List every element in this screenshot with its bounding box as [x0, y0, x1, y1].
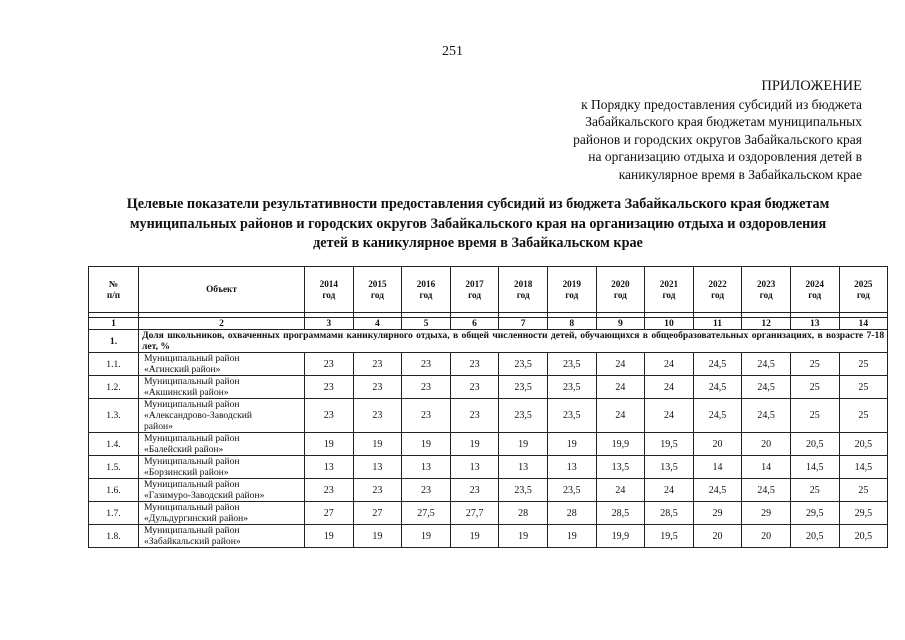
row-value: 24,5: [693, 353, 742, 376]
index-cell: 4: [353, 318, 402, 330]
row-value: 14,5: [839, 456, 888, 479]
index-cell: 11: [693, 318, 742, 330]
row-value: 23: [353, 353, 402, 376]
table-index-row: [89, 318, 888, 330]
index-cell: 3: [305, 318, 354, 330]
row-value: 25: [790, 479, 839, 502]
row-object: Муниципальный район «Дульдургинский район»: [139, 502, 305, 525]
appendix-line: Забайкальского края бюджетам муниципальных: [585, 114, 862, 129]
row-value: 24,5: [693, 376, 742, 399]
row-value: 13,5: [596, 456, 645, 479]
row-value: 23: [402, 376, 451, 399]
index-cell: 1: [89, 318, 139, 330]
row-value: 19,9: [596, 525, 645, 548]
header-year: 2017 год: [450, 267, 499, 313]
row-object: Муниципальный район «Акшинский район»: [139, 376, 305, 399]
row-value: 13: [547, 456, 596, 479]
header-year: 2016 год: [402, 267, 451, 313]
appendix-block: [502, 78, 862, 183]
row-object: Муниципальный район «Александрово-Заводский район»: [139, 399, 305, 433]
page-number: 251: [442, 44, 463, 59]
table-row: [89, 479, 888, 502]
row-object: Муниципальный район «Балейский район»: [139, 433, 305, 456]
row-number: 1.3.: [89, 399, 139, 433]
row-value: 20,5: [790, 433, 839, 456]
row-value: 24: [596, 479, 645, 502]
row-value: 23,5: [547, 376, 596, 399]
appendix-line: районов и городских округов Забайкальского края: [573, 131, 862, 147]
row-value: 25: [790, 353, 839, 376]
header-year: 2014 год: [305, 267, 354, 313]
row-value: 27,7: [450, 502, 499, 525]
row-value: 13,5: [645, 456, 694, 479]
row-value: 19,5: [645, 525, 694, 548]
index-cell: 2: [139, 318, 305, 330]
table-section-row: [89, 330, 888, 353]
row-value: 24: [645, 353, 694, 376]
row-value: 23: [450, 399, 499, 433]
row-value: 13: [499, 456, 548, 479]
title-line: детей в каникулярное время в Забайкальском крае: [313, 235, 643, 251]
row-value: 23: [305, 479, 354, 502]
row-object: Муниципальный район «Газимуро-Заводский район»: [139, 479, 305, 502]
row-object: Муниципальный район «Забайкальский район»: [139, 525, 305, 548]
row-value: 23,5: [547, 353, 596, 376]
row-value: 20,5: [839, 433, 888, 456]
row-number: 1.8.: [89, 525, 139, 548]
row-value: 25: [790, 399, 839, 433]
row-value: 19: [547, 433, 596, 456]
row-value: 23: [305, 376, 354, 399]
header-year: 2018 год: [499, 267, 548, 313]
row-value: 23: [402, 399, 451, 433]
table-row: [89, 456, 888, 479]
row-value: 23,5: [499, 479, 548, 502]
row-value: 29,5: [790, 502, 839, 525]
row-value: 19: [499, 525, 548, 548]
row-value: 27: [353, 502, 402, 525]
row-number: 1.2.: [89, 376, 139, 399]
row-value: 25: [839, 479, 888, 502]
appendix-line: каникулярное время в Забайкальском крае: [618, 166, 862, 182]
row-value: 23: [450, 353, 499, 376]
row-value: 25: [839, 399, 888, 433]
row-value: 28,5: [645, 502, 694, 525]
row-number: 1.5.: [89, 456, 139, 479]
row-value: 29: [693, 502, 742, 525]
row-value: 29,5: [839, 502, 888, 525]
row-value: 20: [742, 433, 791, 456]
row-value: 20: [693, 433, 742, 456]
index-cell: 13: [790, 318, 839, 330]
row-value: 13: [450, 456, 499, 479]
document-title: [88, 195, 868, 254]
row-value: 24: [645, 376, 694, 399]
row-value: 24,5: [742, 353, 791, 376]
row-value: 19,9: [596, 433, 645, 456]
row-value: 25: [839, 353, 888, 376]
row-value: 20: [742, 525, 791, 548]
row-value: 28,5: [596, 502, 645, 525]
row-value: 23: [305, 399, 354, 433]
section-title: Доля школьников, охваченных программами каникулярного отдыха, в общей численности детей, обучающихся в общеобразовательных организациях, в возрасте 7-18 лет, %: [139, 330, 888, 353]
row-value: 23,5: [499, 399, 548, 433]
row-value: 24: [596, 399, 645, 433]
row-number: 1.6.: [89, 479, 139, 502]
row-value: 24,5: [742, 376, 791, 399]
row-value: 23,5: [499, 376, 548, 399]
index-cell: 7: [499, 318, 548, 330]
indicators-table: [88, 266, 888, 548]
index-cell: 12: [742, 318, 791, 330]
row-value: 20,5: [839, 525, 888, 548]
table-row: [89, 502, 888, 525]
row-value: 28: [547, 502, 596, 525]
row-value: 14,5: [790, 456, 839, 479]
row-value: 23: [402, 353, 451, 376]
row-value: 27,5: [402, 502, 451, 525]
header-year: 2025 год: [839, 267, 888, 313]
appendix-heading: ПРИЛОЖЕНИЕ: [761, 78, 862, 94]
table-row: [89, 433, 888, 456]
index-cell: 6: [450, 318, 499, 330]
row-value: 13: [402, 456, 451, 479]
row-object: Муниципальный район «Борзинский район»: [139, 456, 305, 479]
index-cell: 8: [547, 318, 596, 330]
title-line: Целевые показатели результативности предоставления субсидий из бюджета Забайкальского края бюджетам: [126, 196, 830, 212]
row-value: 23: [353, 479, 402, 502]
row-value: 25: [790, 376, 839, 399]
header-year: 2021 год: [645, 267, 694, 313]
row-value: 20,5: [790, 525, 839, 548]
row-value: 19: [353, 433, 402, 456]
table-row: [89, 376, 888, 399]
row-value: 23: [450, 376, 499, 399]
row-value: 14: [693, 456, 742, 479]
row-value: 24,5: [693, 399, 742, 433]
header-year: 2024 год: [790, 267, 839, 313]
row-value: 13: [305, 456, 354, 479]
row-object: Муниципальный район «Агинский район»: [139, 353, 305, 376]
row-value: 23,5: [547, 399, 596, 433]
row-value: 19: [547, 525, 596, 548]
row-value: 19: [402, 525, 451, 548]
index-cell: 10: [645, 318, 694, 330]
row-value: 23: [450, 479, 499, 502]
row-value: 13: [353, 456, 402, 479]
row-value: 20: [693, 525, 742, 548]
row-value: 24: [596, 353, 645, 376]
index-cell: 9: [596, 318, 645, 330]
row-value: 23: [402, 479, 451, 502]
header-year: 2020 год: [596, 267, 645, 313]
appendix-line: к Порядку предоставления субсидий из бюджета: [581, 96, 862, 112]
row-value: 19: [450, 525, 499, 548]
header-year: 2015 год: [353, 267, 402, 313]
header-year: 2023 год: [742, 267, 791, 313]
row-value: 19: [499, 433, 548, 456]
row-value: 19: [305, 433, 354, 456]
title-line: муниципальных районов и городских округов Забайкальского края на организацию отдыха и оздоровления: [129, 215, 827, 232]
row-value: 23: [305, 353, 354, 376]
table-row: [89, 525, 888, 548]
header-number: № п/п: [89, 267, 139, 313]
row-value: 19: [402, 433, 451, 456]
row-value: 24: [645, 399, 694, 433]
index-cell: 14: [839, 318, 888, 330]
row-value: 24: [645, 479, 694, 502]
table-row: [89, 399, 888, 433]
section-number: 1.: [89, 330, 139, 353]
row-value: 23,5: [547, 479, 596, 502]
row-value: 19: [450, 433, 499, 456]
row-value: 28: [499, 502, 548, 525]
row-value: 29: [742, 502, 791, 525]
row-value: 23: [353, 376, 402, 399]
index-cell: 5: [402, 318, 451, 330]
row-value: 24,5: [742, 479, 791, 502]
row-value: 23: [353, 399, 402, 433]
row-value: 14: [742, 456, 791, 479]
row-value: 19: [353, 525, 402, 548]
table-row: [89, 353, 888, 376]
header-year: 2022 год: [693, 267, 742, 313]
row-value: 24,5: [693, 479, 742, 502]
table-header-row: [89, 267, 888, 313]
row-value: 24: [596, 376, 645, 399]
row-number: 1.1.: [89, 353, 139, 376]
header-object: Объект: [139, 267, 305, 313]
row-value: 23,5: [499, 353, 548, 376]
row-value: 24,5: [742, 399, 791, 433]
row-value: 19: [305, 525, 354, 548]
row-number: 1.7.: [89, 502, 139, 525]
appendix-line: на организацию отдыха и оздоровления детей в: [588, 149, 862, 164]
row-value: 25: [839, 376, 888, 399]
row-value: 19,5: [645, 433, 694, 456]
header-year: 2019 год: [547, 267, 596, 313]
row-number: 1.4.: [89, 433, 139, 456]
row-value: 27: [305, 502, 354, 525]
